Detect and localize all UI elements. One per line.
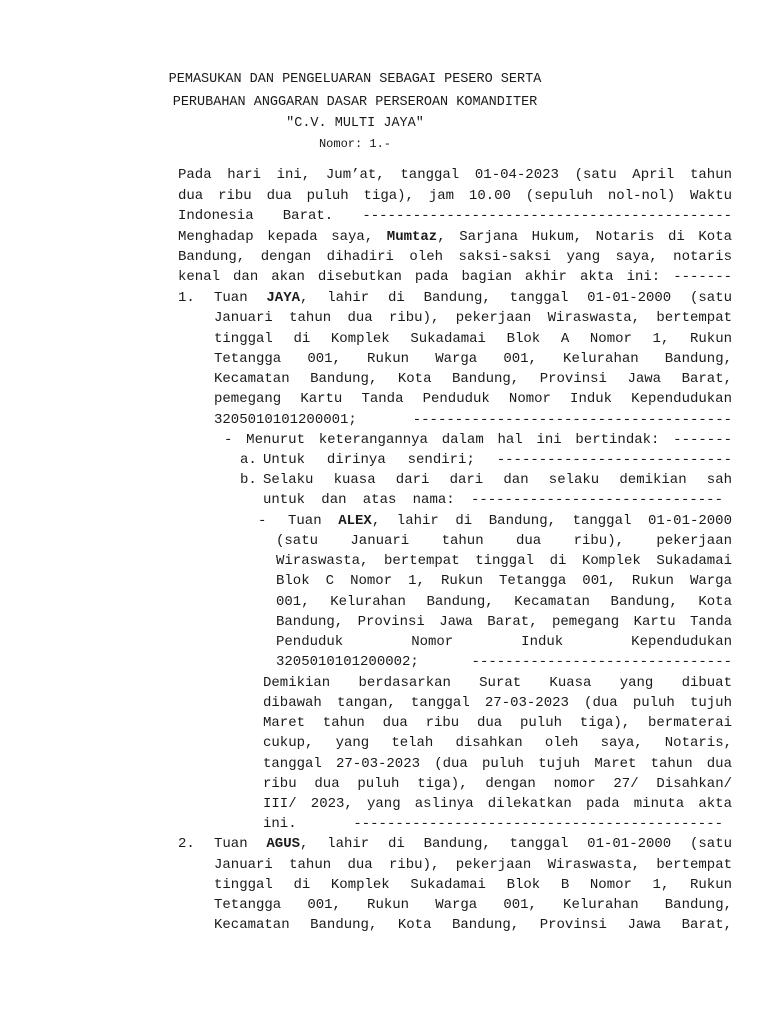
- proxy-line-1: Demikian berdasarkan Surat Kuasa yang dibuat: [263, 675, 732, 691]
- proxy-line-4: cukup, yang telah disahkan oleh saya, Notaris,: [263, 735, 732, 751]
- item-1-line-6: pemegang Kartu Tanda Penduduk Nomor Induk Kependudukan: [214, 391, 732, 407]
- clause-b-label: b.: [240, 472, 257, 488]
- item-1-line-4: Tetangga 001, Rukun Warga 001, Kelurahan Bandung,: [214, 351, 732, 367]
- proxy-line-2: dibawah tangan, tanggal 27-03-2023 (dua puluh tujuh: [263, 695, 732, 711]
- opening-line-4: Menghadap kepada saya, Mumtaz, Sarjana Hukum, Notaris di Kota: [178, 229, 732, 245]
- item-1-number: 1.: [178, 290, 195, 306]
- opening-line-6: kenal dan akan disebutkan pada bagian akhir akta ini: -------: [178, 269, 732, 285]
- sub-item-line-7: Penduduk Nomor Induk Kependudukan: [276, 634, 732, 650]
- opening-line-3: Indonesia Barat. --------------------------------------------: [178, 208, 732, 224]
- principal-name: ALEX: [338, 513, 372, 529]
- opening-line-2: dua ribu dua puluh tiga), jam 10.00 (sepuluh nol-nol) Waktu: [178, 188, 732, 204]
- proxy-line-7: III/ 2023, yang aslinya dilekatkan pada minuta akta: [263, 796, 732, 812]
- clause-b-line-1: Selaku kuasa dari dari dan selaku demikian sah: [263, 472, 732, 488]
- item-2-line-5: Kecamatan Bandung, Kota Bandung, Provinsi Jawa Barat,: [214, 917, 732, 933]
- item-1-line-2: Januari tahun dua ribu), pekerjaan Wiraswasta, bertempat: [214, 310, 732, 326]
- item-2-line-3: tinggal di Komplek Sukadamai Blok B Nomor 1, Rukun: [214, 877, 732, 893]
- capacity-statement: - Menurut keterangannya dalam hal ini bertindak: -------: [224, 432, 732, 448]
- sub-item-line-5: 001, Kelurahan Bandung, Kecamatan Bandung, Kota: [276, 594, 732, 610]
- proxy-line-8: ini. --------------------------------------------: [263, 816, 723, 832]
- sub-item-line-8: 3205010101200002; -------------------------------: [276, 654, 732, 670]
- deed-title-line-2: PERUBAHAN ANGGARAN DASAR PERSEROAN KOMANDITER: [172, 95, 538, 110]
- sub-item-line-6: Bandung, Provinsi Jawa Barat, pemegang Kartu Tanda: [276, 614, 732, 630]
- deed-title-line-1: PEMASUKAN DAN PENGELUARAN SEBAGAI PESERO SERTA: [168, 72, 542, 87]
- proxy-line-5: tanggal 27-03-2023 (dua puluh tujuh Maret tahun dua: [263, 756, 732, 772]
- sub-item-line-1: Tuan ALEX, lahir di Bandung, tanggal 01-01-2000: [288, 513, 732, 529]
- sub-item-line-3: Wiraswasta, bertempat tinggal di Komplek Sukadamai: [276, 553, 732, 569]
- sub-item-line-4: Blok C Nomor 1, Rukun Tetangga 001, Rukun Warga: [276, 573, 732, 589]
- clause-a-label: a.: [240, 452, 257, 468]
- deed-number: Nomor: 1.-: [318, 137, 391, 151]
- item-2-number: 2.: [178, 836, 195, 852]
- sub-item-line-2: (satu Januari tahun dua ribu), pekerjaan: [276, 533, 732, 549]
- item-1-line-7: 3205010101200001; --------------------------------------: [214, 412, 732, 428]
- item-2-line-1: Tuan AGUS, lahir di Bandung, tanggal 01-01-2000 (satu: [214, 836, 732, 852]
- clause-b-line-2: untuk dan atas nama: ------------------------------: [263, 492, 723, 508]
- opening-line-1: Pada hari ini, Jum’at, tanggal 01-04-2023 (satu April tahun: [178, 167, 732, 183]
- proxy-line-6: ribu dua puluh tiga), dengan nomor 27/ Disahkan/: [263, 776, 732, 792]
- item-1-line-1: Tuan JAYA, lahir di Bandung, tanggal 01-01-2000 (satu: [214, 290, 732, 306]
- opening-line-5: Bandung, dengan dihadiri oleh saksi-saksi yang saya, notaris: [178, 249, 732, 265]
- company-name: "C.V. MULTI JAYA": [286, 116, 424, 131]
- item-2-line-4: Tetangga 001, Rukun Warga 001, Kelurahan Bandung,: [214, 897, 732, 913]
- item-1-line-5: Kecamatan Bandung, Kota Bandung, Provinsi Jawa Barat,: [214, 371, 732, 387]
- sub-item-dash: -: [258, 513, 267, 529]
- proxy-line-3: Maret tahun dua ribu dua puluh tiga), bermaterai: [263, 715, 732, 731]
- item-1-line-3: tinggal di Komplek Sukadamai Blok A Nomor 1, Rukun: [214, 331, 732, 347]
- appearer-2-name: AGUS: [266, 836, 301, 852]
- item-2-line-2: Januari tahun dua ribu), pekerjaan Wiraswasta, bertempat: [214, 857, 732, 873]
- appearer-1-name: JAYA: [266, 290, 301, 306]
- notary-name: Mumtaz: [386, 229, 438, 245]
- clause-a-text: Untuk dirinya sendiri; ----------------------------: [263, 452, 732, 468]
